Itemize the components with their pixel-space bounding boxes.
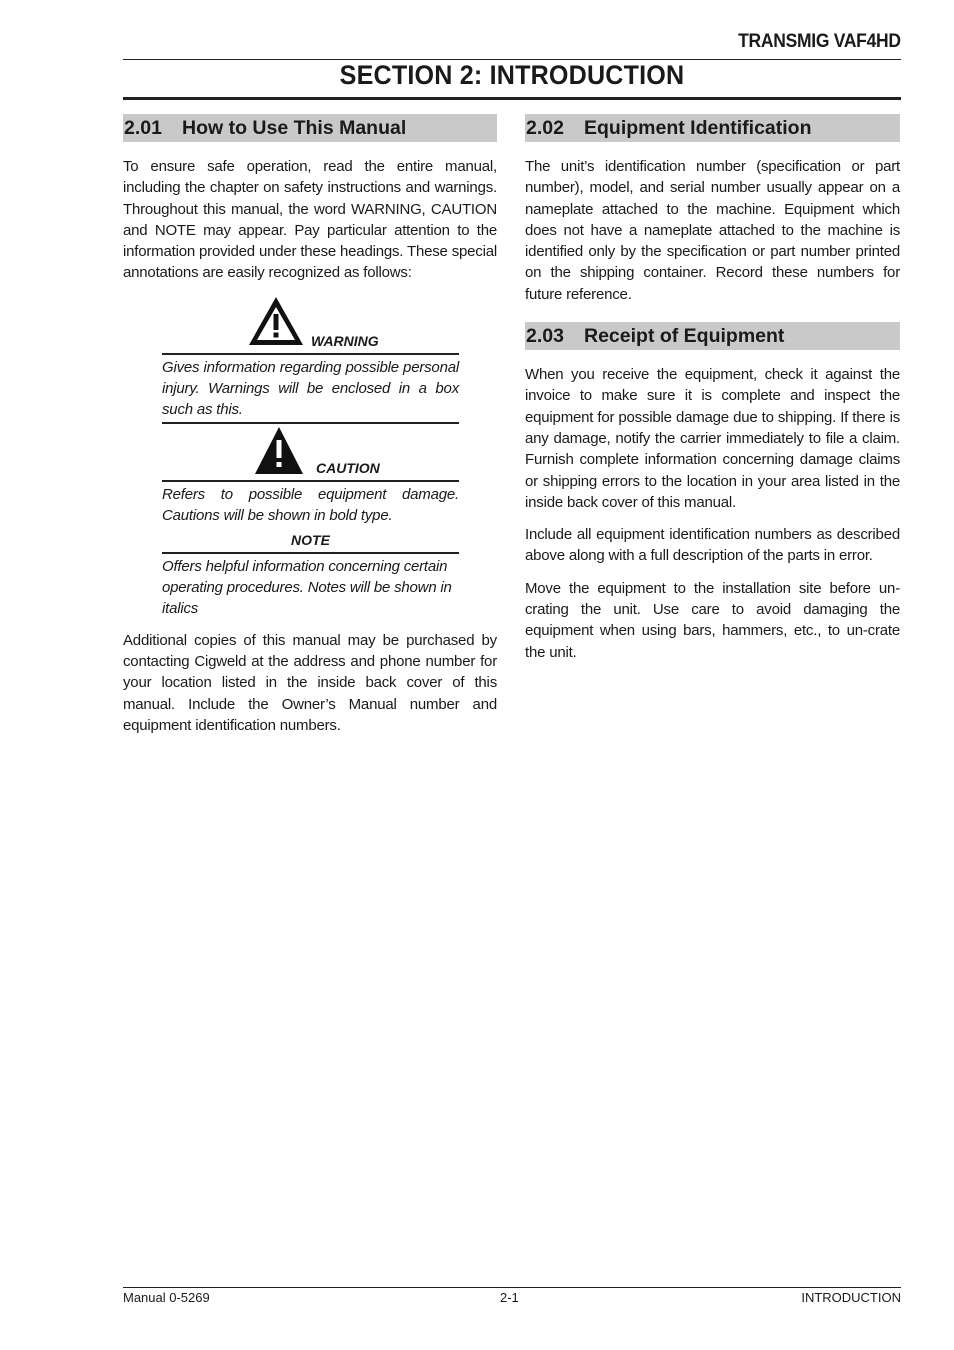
footer-chapter: INTRODUCTION: [801, 1290, 901, 1305]
heading-number: 2.03: [526, 325, 564, 348]
caution-notice: [162, 424, 459, 528]
heading-title: Equipment Identification: [584, 117, 812, 139]
footer-rule: [123, 1287, 901, 1288]
warning-text: Gives information regarding possible personal injury. Warnings will be enclosed in a box such as this.: [162, 358, 459, 418]
note-label: NOTE: [291, 531, 330, 548]
closing-paragraph: Additional copies of this manual may be purchased by contacting Cigweld at the address and phone number for your location listed in the inside back cover of this manual. Include the Owner’s Manual number and equipment identification numbers.: [123, 631, 497, 734]
product-name: TRANSMIG VAF4HD: [738, 31, 901, 52]
footer-manual-number: Manual 0-5269: [123, 1290, 210, 1305]
heading-title: How to Use This Manual: [182, 117, 407, 139]
section-title: SECTION 2: INTRODUCTION: [339, 60, 685, 90]
identification-paragraph: The unit’s identification number (specification or part number), model, and serial number usually appear on a nameplate attached to the machine. Equipment which does not have a nameplate attached to the machine is identified only by the specification or part number printed on the shipping container. Record these numbers for future reference.: [525, 158, 900, 303]
heading-title: Receipt of Equipment: [584, 325, 785, 348]
heading-number: 2.01: [124, 117, 162, 139]
title-rule: [123, 97, 901, 100]
heading-2-03: [525, 322, 900, 350]
receipt-paragraph-3: Move the equipment to the installation site before un-crating the unit. Use care to avoid damaging the equipment when using bars, hammers, etc., to un-crate the unit.: [525, 579, 900, 661]
right-column: [525, 114, 900, 674]
receipt-paragraph-2: Include all equipment identification numbers as described above along with a full description of the parts in error.: [525, 526, 900, 565]
warning-notice: [162, 295, 459, 424]
receipt-paragraph-1: When you receive the equipment, check it against the invoice to make sure it is complete and inspect the equipment for possible damage due to shipping. If there is any damage, notify the carrier immediately to file a claim. Furnish complete information concerning damage claims or shipping errors to the location in your area listed in the inside back cover of this manual.: [525, 366, 900, 511]
intro-paragraph: To ensure safe operation, read the entire manual, including the chapter on safety instructions and warnings. Throughout this manual, the word WARNING, CAUTION and NOTE may appear. Pay particular attention to the information provided under these headings. These special annotations are easily recognized as follows:: [123, 158, 497, 282]
warning-label: WARNING: [311, 332, 379, 349]
warning-triangle-icon: [247, 295, 305, 347]
note-notice: [162, 530, 459, 621]
caution-exclamation-icon: [254, 426, 304, 476]
caution-label: CAUTION: [316, 459, 380, 476]
left-column: [123, 114, 497, 747]
caution-text: Refers to possible equipment damage. Cautions will be shown in bold type.: [162, 485, 459, 524]
footer-page-number: 2-1: [500, 1290, 519, 1305]
heading-2-02: [525, 114, 900, 142]
heading-2-01: [123, 114, 497, 142]
note-text: Offers helpful information concerning certain operating procedures. Notes will be shown in italics: [162, 557, 452, 617]
heading-number: 2.02: [526, 117, 564, 139]
